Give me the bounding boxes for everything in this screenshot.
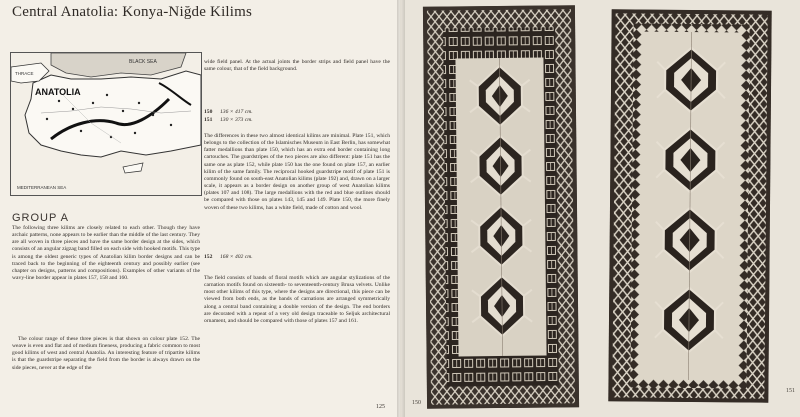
map-label-thrace: THRACE	[15, 71, 34, 76]
map-label-mediterranean: MEDITERRANEAN SEA	[17, 185, 67, 190]
body-paragraph: The colour range of these three pieces is that shown on colour plate 152. The weave is even and flat and of medium fineness, producing a fabric common to most good kilims of west and central Anatolia. An interesting feature of tripartite kilims is that the guardstripe separating the field from the border is always drawn on the side pieces, never at the edge of the	[12, 336, 200, 371]
book-gutter	[397, 0, 405, 417]
plate-number: 151	[204, 117, 213, 123]
kilim-photo-150	[423, 5, 579, 409]
plate-dimensions: 130 × 373 cm.	[220, 117, 253, 123]
anatolia-map	[10, 52, 202, 196]
photo-caption: 150	[412, 400, 421, 406]
plate-number: 152	[204, 254, 213, 260]
section-heading: GROUP A	[12, 212, 69, 224]
photo-caption: 151	[786, 388, 795, 394]
map-label-anatolia: ANATOLIA	[35, 87, 81, 97]
kilim-photo-151	[608, 9, 771, 402]
plate-entry	[204, 109, 253, 115]
plate-entry	[204, 117, 253, 123]
body-paragraph: The following three kilims are closely related to each other. Though they have archaic patterns, none appears to be earlier than the middle of the last century. They are all woven in three pieces and have the same border design at the sides, which consists of an angular zigzag band filled on each side with hooked motifs. This type is among the oldest generic types of Anatolian kilim border designs and can be traced back to the beginning of the eighteenth century and possibly earlier (see chapter on designs, patterns and compositions). Examples of other variants of the wavy-line border appear in plates 157, 158 and 160.	[12, 225, 200, 282]
plate-entry	[204, 254, 253, 260]
body-paragraph: The differences in these two almost identical kilims are minimal. Plate 151, which belongs to the collection of the Islamisches Museum in East Berlin, has somewhat fatter medallions than plate 150, which has an extra end border containing long cartouches. The guardstripes of the two pieces are also different: plate 151 has the same one as plate 152, while plate 150 has the one found on plate 157, an earlier kilim of the same family. The reciprocal hooked guardstripe motif of plate 151 is commonly found on south-east Anatolian kilims (plate 192) and, drawn on a larger scale, it appears as a border design on another group of west Anatolian kilims (plates 107 and 108). The large medallions with the red and blue outlines should be compared with those on plates 143, 145 and 149. Plate 150, the more finely woven of these two kilims, has a white field, made of cotton and wool.	[204, 133, 390, 211]
body-paragraph: The field consists of bands of floral motifs which are angular stylizations of the carnation motifs found on sixteenth- to seventeenth-century Brusa velvets. Unlike most other kilims of this type, where the designs are directional, this piece can be viewed from both ends, as the bands of carnations are arranged symmetrically along a central band containing a double version of the design. The end borders are decorated with a repeat of a very old design traceable to Seljuk architectural ornament, and should be compared with those of plates 157 and 161.	[204, 275, 390, 324]
plate-dimensions: 168 × 402 cm.	[220, 254, 253, 260]
plate-number: 150	[204, 109, 213, 115]
page-number: 125	[376, 404, 385, 410]
map-label-black-sea: BLACK SEA	[129, 59, 157, 65]
body-paragraph: wide field panel. At the actual joints the border strips and field panel have the same colour, that of the field background.	[204, 59, 390, 73]
page-title: Central Anatolia: Konya-Niğde Kilims	[12, 4, 253, 20]
plate-dimensions: 136 × 417 cm.	[220, 109, 253, 115]
